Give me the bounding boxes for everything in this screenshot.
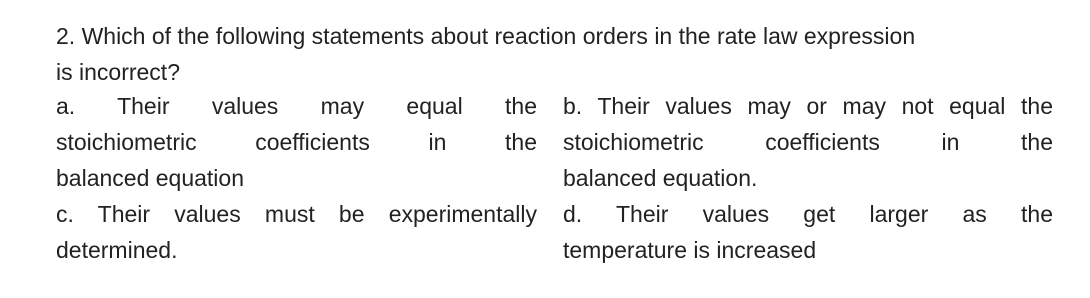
option-b-line-3: balanced equation. xyxy=(563,165,758,191)
option-a-line-3: balanced equation xyxy=(56,165,244,191)
question-text xyxy=(56,18,1046,90)
option-c-line-2: determined. xyxy=(56,237,178,263)
option-a xyxy=(56,88,537,196)
option-b xyxy=(563,88,1053,196)
question-line-1: 2. Which of the following statements about reaction orders in the rate law expression xyxy=(56,23,916,49)
option-a-line-1: a. Their values may equal the xyxy=(56,93,537,119)
option-d xyxy=(563,196,1053,268)
option-b-line-2: stoichiometric coefficients in the xyxy=(563,129,1053,155)
question-line-2: is incorrect? xyxy=(56,59,180,85)
option-d-line-1: d. Their values get larger as the xyxy=(563,201,1053,227)
option-c xyxy=(56,196,537,268)
answer-options xyxy=(56,88,1053,268)
option-d-line-2: temperature is increased xyxy=(563,237,817,263)
option-c-line-1: c. Their values must be experimentally xyxy=(56,201,537,227)
option-b-line-1: b. Their values may or may not equal the xyxy=(563,93,1053,119)
option-a-line-2: stoichiometric coefficients in the xyxy=(56,129,537,155)
